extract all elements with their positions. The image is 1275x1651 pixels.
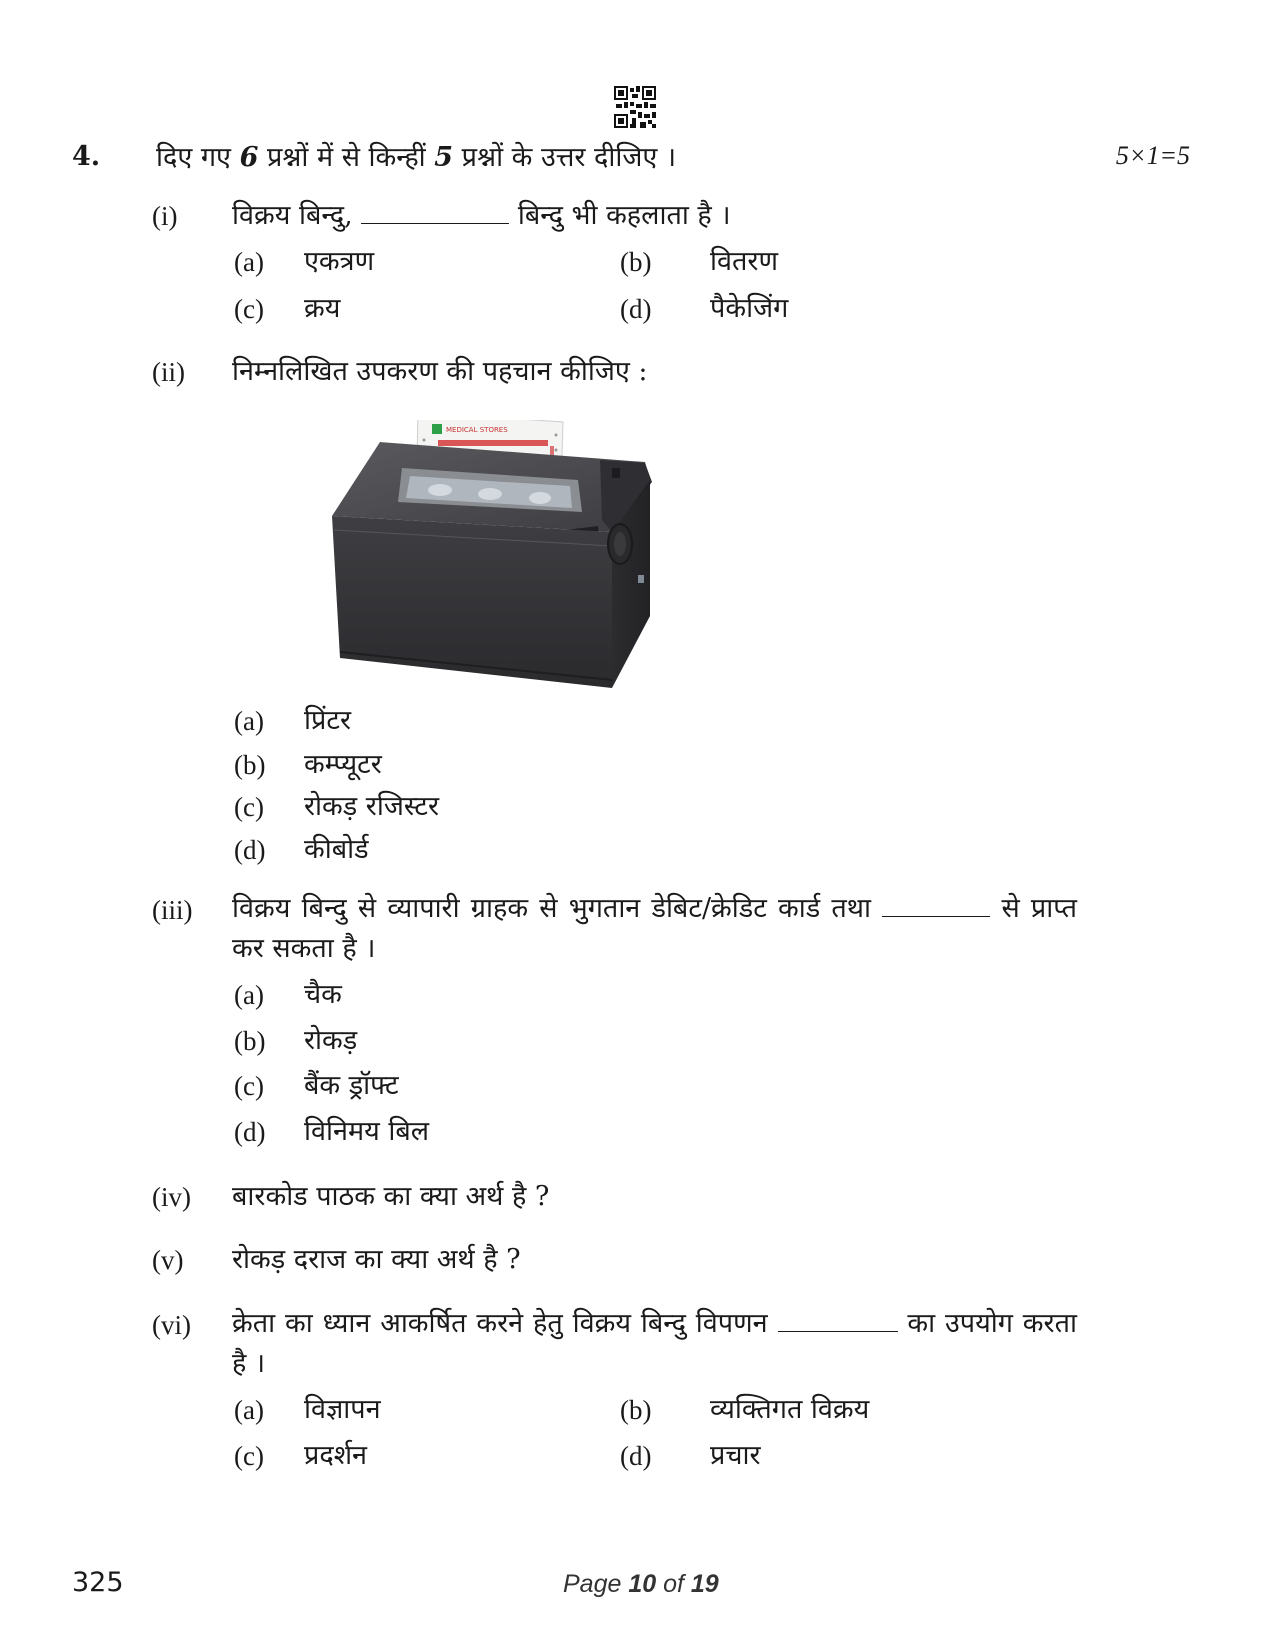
option-letter: (c) xyxy=(234,1071,264,1101)
option-letter: (a) xyxy=(234,706,264,736)
option-letter: (c) xyxy=(234,294,264,324)
option-text: कम्प्यूटर xyxy=(304,749,382,780)
option-text: कीबोर्ड xyxy=(304,834,369,865)
part-label-vi: (vi) xyxy=(152,1310,191,1340)
count-total: 6 xyxy=(239,142,259,173)
option-text: बैंक ड्रॉफ्ट xyxy=(304,1070,399,1101)
part-iv-stem: बारकोड पाठक का क्या अर्थ है ? xyxy=(232,1181,550,1212)
part-label-iii: (iii) xyxy=(152,895,193,925)
option-letter: (b) xyxy=(234,750,266,780)
option-text: पैकेजिंग xyxy=(710,293,789,324)
part-vi-stem: क्रेता का ध्यान आकर्षित करने हेतु विक्रय बिन्दु विपणन का उपयोग करता है । xyxy=(232,1308,1077,1379)
part-label-ii: (ii) xyxy=(152,357,185,387)
option-letter: (d) xyxy=(234,835,266,865)
question-number: 4. xyxy=(72,141,101,172)
option-letter: (b) xyxy=(620,247,652,277)
option-letter: (b) xyxy=(234,1026,266,1056)
question-instruction: दिए गए 6 प्रश्नों में से किन्हीं 5 प्रश्नों के उत्तर दीजिए । xyxy=(156,142,677,173)
option-text: प्रचार xyxy=(710,1440,761,1471)
part-iii-stem: विक्रय बिन्दु से व्यापारी ग्राहक से भुगतान डेबिट/क्रेडिट कार्ड तथा से प्राप्त कर सकता है । xyxy=(232,893,1077,964)
marks-allocation: 5×1=5 xyxy=(1115,141,1190,170)
fill-blank xyxy=(778,1309,898,1332)
option-text: व्यक्तिगत विक्रय xyxy=(710,1394,870,1425)
option-text: रोकड़ xyxy=(304,1025,358,1056)
page-indicator: Page 10 of 19 xyxy=(563,1570,719,1598)
paper-code: 325 xyxy=(72,1567,124,1598)
option-letter: (d) xyxy=(620,294,652,324)
part-label-v: (v) xyxy=(152,1245,184,1275)
option-letter: (a) xyxy=(234,247,264,277)
part-label-iv: (iv) xyxy=(152,1182,191,1212)
part-i-stem: विक्रय बिन्दु, बिन्दु भी कहलाता है । xyxy=(232,200,731,231)
count-required: 5 xyxy=(434,142,454,173)
option-text: क्रय xyxy=(304,293,341,324)
option-text: प्रदर्शन xyxy=(304,1440,368,1471)
option-letter: (c) xyxy=(234,1441,264,1471)
option-letter: (d) xyxy=(234,1117,266,1147)
option-letter: (d) xyxy=(620,1441,652,1471)
option-text: विज्ञापन xyxy=(304,1394,381,1425)
option-text: चैक xyxy=(304,979,342,1010)
option-text: एकत्रण xyxy=(304,246,375,277)
option-letter: (a) xyxy=(234,1395,264,1425)
option-letter: (c) xyxy=(234,792,264,822)
option-text: रोकड़ रजिस्टर xyxy=(304,791,440,822)
option-letter: (a) xyxy=(234,980,264,1010)
option-text: वितरण xyxy=(710,246,778,277)
cross-icon xyxy=(432,424,442,434)
part-ii-stem: निम्नलिखित उपकरण की पहचान कीजिए : xyxy=(232,356,648,387)
fill-blank xyxy=(882,894,990,917)
dot-matrix-printer-image xyxy=(320,420,690,725)
option-text: प्रिंटर xyxy=(304,705,352,736)
fill-blank xyxy=(361,201,509,224)
option-text: विनिमय बिल xyxy=(304,1116,430,1147)
qr-code-icon xyxy=(614,86,656,128)
part-v-stem: रोकड़ दराज का क्या अर्थ है ? xyxy=(232,1244,521,1275)
option-letter: (b) xyxy=(620,1395,652,1425)
part-label-i: (i) xyxy=(152,201,178,231)
receipt-heading: MEDICAL STORES xyxy=(446,426,508,434)
